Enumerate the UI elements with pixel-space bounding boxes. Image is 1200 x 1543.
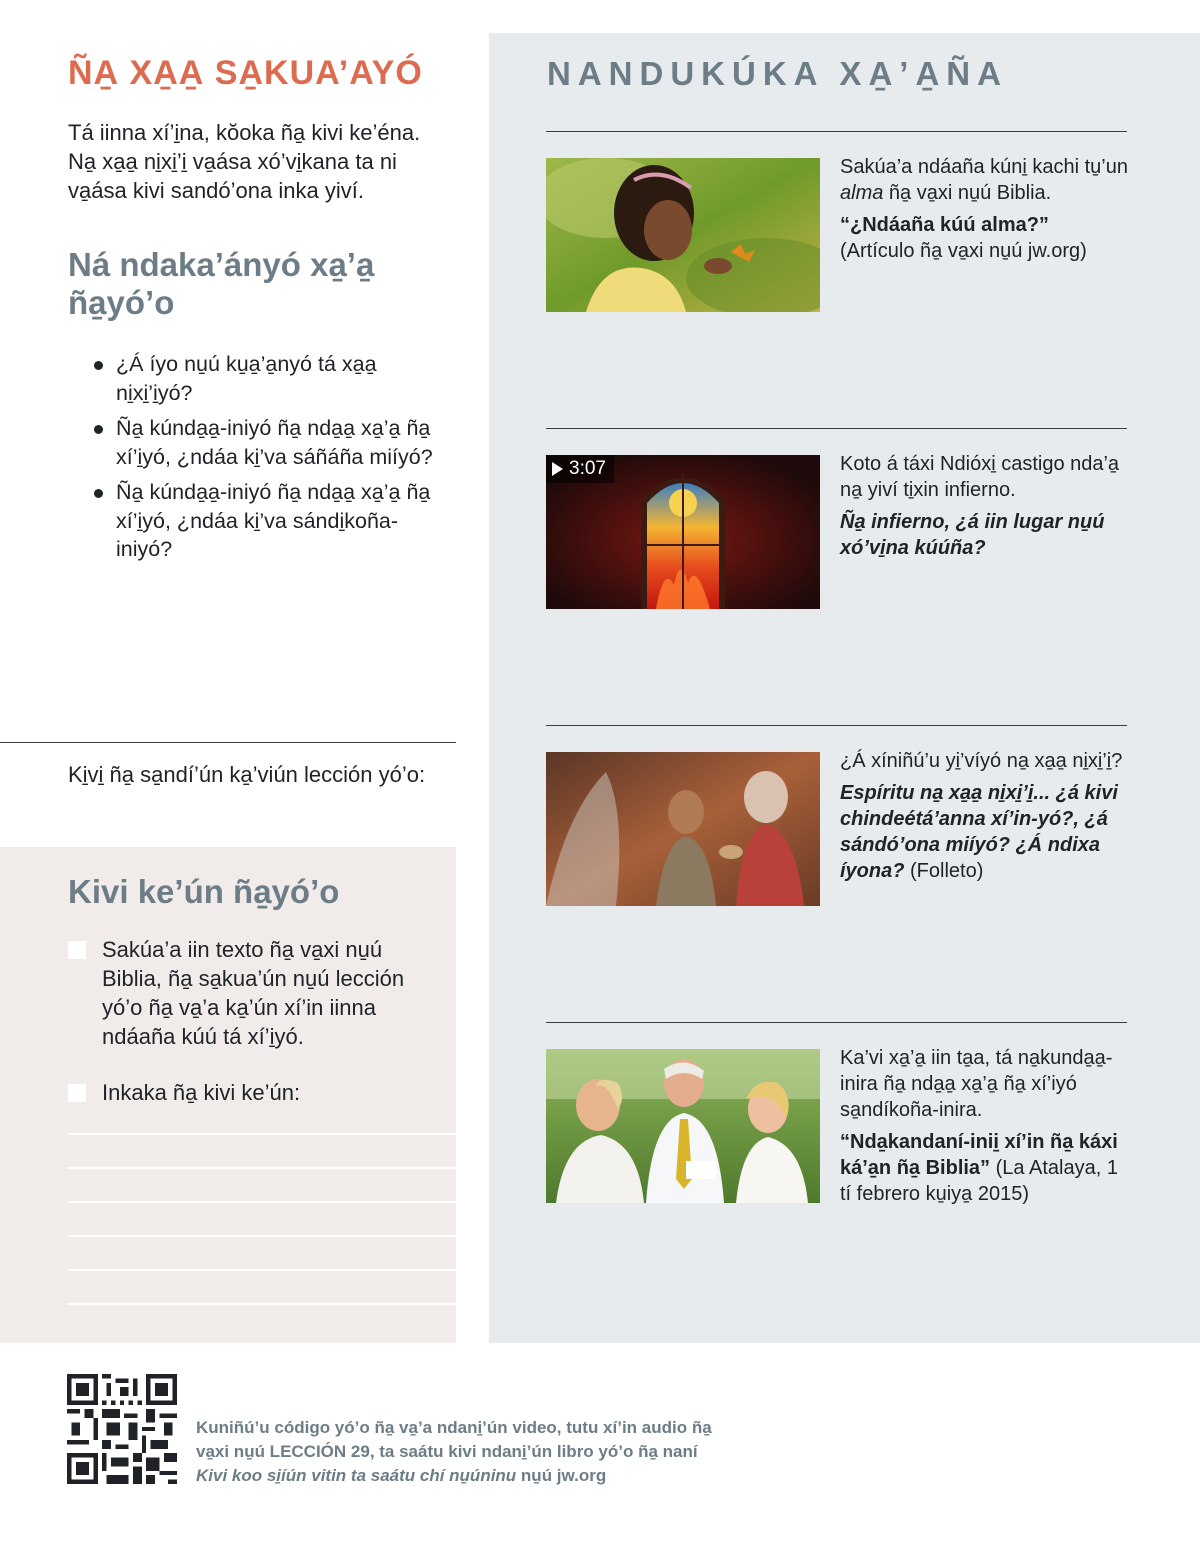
summary-heading: ÑA̱ XA̱A̱ SA̱KUA’AYÓ: [68, 54, 423, 92]
item-text: [840, 748, 1130, 884]
review-question: ¿Á íyo nu̱ú ku̱a̱’a̱nyó tá xa̱a̱ ni̱xi̱’i̱yó?: [92, 350, 452, 407]
three-people-talking-photo[interactable]: [546, 1049, 820, 1203]
item-divider: [546, 131, 1127, 132]
date-completed-label: Ki̱vi̱ ña̱ sa̱ndí’ún ka̱’viún lección yó’o:: [68, 762, 426, 787]
explore-panel: [489, 33, 1200, 1343]
magazine-link[interactable]: “Nda̱kandaní-inii̱ xí’in ña̱ káxi ká’a̱n ña̱ Biblia” (La Atalaya, 1 tí febrero ku̱iya̱ 2015): [840, 1131, 1118, 1205]
review-question: Ña̱ kúnda̱a̱-iniyó ña̱ nda̱a̱ xa̱’a̱ ña̱ xí’i̱yó, ¿ndáa ki̱’va sándi̱koña-iniyó?: [92, 478, 452, 564]
review-questions: [92, 350, 452, 571]
stained-glass-flames-video[interactable]: [546, 455, 820, 609]
goal-text: Sakúa’a iin texto ña̱ va̱xi nu̱ú Biblia, ña̱ sa̱kua’ún nu̱ú lección yó’o ña̱ va̱’a ka̱’ún xí’in iinna ndáaña kúú tá xí’i̱yó.: [102, 937, 405, 1049]
play-icon: [552, 462, 563, 476]
item-description: Koto á táxi Ndióxi̱ castigo nda’a̱ na̱ yiví ti̱xin infierno.: [840, 453, 1120, 501]
goals-heading: Kivi ke’ún ña̱yó’o: [68, 873, 340, 910]
girl-with-butterfly-photo[interactable]: [546, 158, 820, 312]
spirit-medium-illustration[interactable]: [546, 752, 820, 906]
item-text: [840, 451, 1130, 561]
article-link[interactable]: “¿Ndáaña kúú alma?”: [840, 214, 1049, 236]
goal-text: Inkaka ña̱ kivi ke’ún:: [102, 1080, 301, 1105]
review-question: Ña̱ kúnda̱a̱-iniyó ña̱ nda̱a̱ xa̱’a̱ ña̱ xí’i̱yó, ¿ndáa ki̱’va sáñáña miíyó?: [92, 414, 452, 471]
item-divider: [546, 725, 1127, 726]
explore-heading: NANDUKÚKA XA̱’A̱ÑA: [547, 55, 1008, 92]
goal-checkbox[interactable]: [68, 1084, 86, 1102]
section-divider: [0, 742, 456, 743]
goal-item: [68, 1078, 438, 1107]
goal-item: [68, 935, 438, 1051]
item-text: [840, 154, 1130, 264]
item-description: Sakúa’a ndáaña kúni̱ kachi tu̱’un alma ña̱ va̱xi nu̱ú Biblia.: [840, 156, 1128, 204]
footer-note: Kuniñú’u código yó’o ña̱ va̱’a ndani̱’ún video, tutu xí’in audio ña̱ va̱xi nu̱ú LECCIÓN 29, ta saátu kivi ndani̱’ún libro yó’o ña̱ naní Kivi koo si̱íún vitin ta saátu chí nu̱úninu nu̱ú jw.org: [196, 1418, 712, 1485]
left-column: [0, 0, 456, 1343]
video-link[interactable]: Ña̱ infierno, ¿á iin lugar nu̱ú xó’vi̱na kúúña?: [840, 511, 1105, 559]
note-line[interactable]: [68, 1167, 456, 1169]
note-line[interactable]: [68, 1303, 456, 1305]
goal-checkbox[interactable]: [68, 941, 86, 959]
video-duration-badge: 3:07: [546, 455, 614, 483]
qr-code[interactable]: [67, 1374, 177, 1484]
summary-text: Tá iinna xí’i̱na, kŏoka ña̱ kivi ke’éna. Na̱ xa̱a̱ ni̱xi̱’i̱ va̱ása xó’vi̱kana ta ni va̱ása kivi sandó’ona inka yiví.: [68, 120, 421, 203]
note-line[interactable]: [68, 1201, 456, 1203]
goals-box: [0, 847, 456, 1343]
source-label: (Artículo ña̱ va̱xi nu̱ú jw.org): [840, 240, 1087, 262]
brochure-link[interactable]: Espíritu na̱ xa̱a̱ ni̱xi̱’i̱... ¿á kivi chindeétá’anna xí’in-yó?, ¿á sándó’ona miíyó? ¿Á ndixa íyona? (Folleto): [840, 782, 1118, 882]
item-divider: [546, 1022, 1127, 1023]
note-line[interactable]: [68, 1235, 456, 1237]
note-line[interactable]: [68, 1269, 456, 1271]
item-text: [840, 1045, 1130, 1207]
review-heading: Ná ndaka’ányó xa̱’a̱ ña̱yó’o: [68, 246, 375, 321]
item-divider: [546, 428, 1127, 429]
note-line[interactable]: [68, 1133, 456, 1135]
item-description: ¿Á xíniñú’u yi̱’víyó na̱ xa̱a̱ ni̱xi̱’i̱?: [840, 750, 1123, 772]
item-description: Ka’vi xa̱’a̱ iin ta̱a, tá na̱kunda̱a̱-inira ña̱ nda̱a̱ xa̱’a̱ ña̱ xí’iyó sa̱ndíkoña-inira.: [840, 1047, 1113, 1121]
